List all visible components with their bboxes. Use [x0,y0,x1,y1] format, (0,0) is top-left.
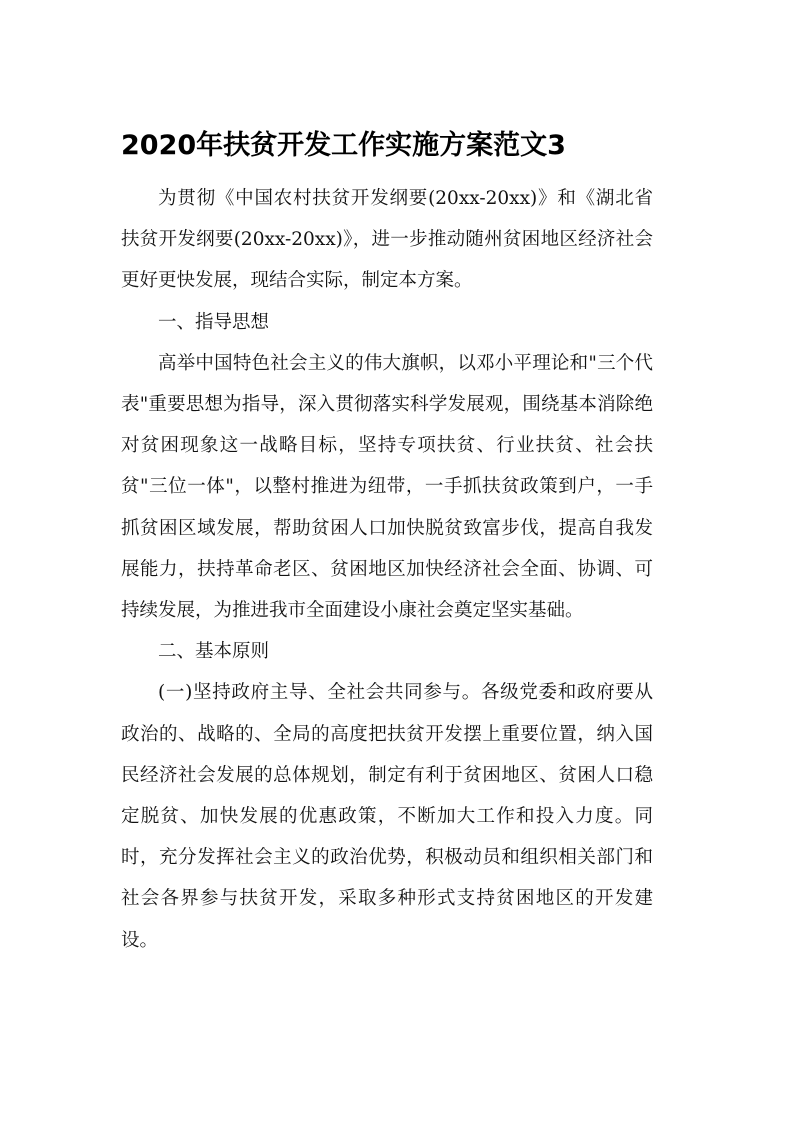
paragraph-principle-one: (一)坚持政府主导、全社会共同参与。各级党委和政府要从政治的、战略的、全局的高度把扶贫开发摆上重要位置，纳入国民经济社会发展的总体规划，制定有利于贫困地区、贫困人口稳定脱贫、加快发展的优惠政策，不断加大工作和投入力度。同时，充分发挥社会主义的政治优势，积极动员和组织相关部门和社会各界参与扶贫开发，采取多种形式支持贫困地区的开发建设。 [121,682,653,951]
document-body [121,178,653,961]
paragraph-guiding-ideology: 高举中国特色社会主义的伟大旗帜，以邓小平理论和"三个代表"重要思想为指导，深入贯彻落实科学发展观，围绕基本消除绝对贫困现象这一战略目标，坚持专项扶贫、行业扶贫、社会扶贫"三位一体"，以整村推进为纽带，一手抓扶贫政策到户，一手抓贫困区域发展，帮助贫困人口加快脱贫致富步伐，提高自我发展能力，扶持革命老区、贫困地区加快经济社会全面、协调、可持续发展，为推进我市全面建设小康社会奠定坚实基础。 [121,352,653,622]
paragraph-intro: 为贯彻《中国农村扶贫开发纲要(20xx-20xx)》和《湖北省扶贫开发纲要(20xx-20xx)》，进一步推动随州贫困地区经济社会更好更快发展，现结合实际，制定本方案。 [121,188,653,292]
heading-guiding-ideology: 一、指导思想 [158,311,270,333]
heading-basic-principles: 二、基本原则 [158,641,270,663]
document-title: 2020年扶贫开发工作实施方案范文3 [121,130,566,161]
